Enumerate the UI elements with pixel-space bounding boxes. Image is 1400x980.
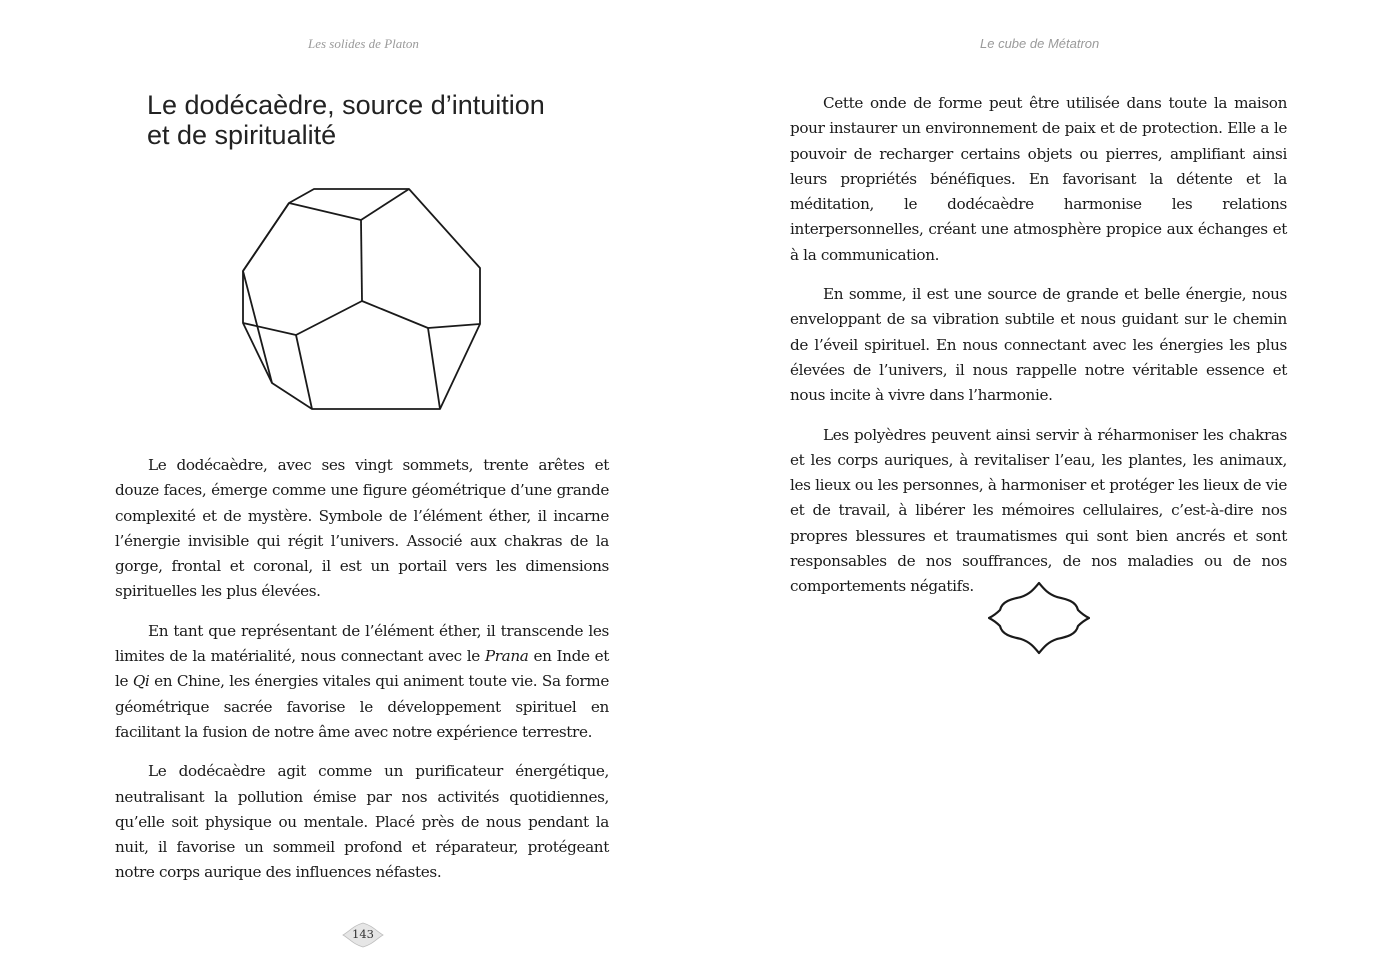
paragraph-2-part-1: En tant que représentant de l’élément éther, il transcende les limites de la matérialité, nous connectant avec le xyxy=(115,621,609,666)
paragraph-3: Le dodécaèdre agit comme un purificateur énergétique, neutralisant la pollution émise par nos activités quotidiennes, qu’elle soit physique ou mentale. Placé près de nous pendant la nuit, il favorise un sommeil profond et réparateur, protégeant notre corps aurique des influences néfastes. xyxy=(115,762,609,882)
qi-term: Qi xyxy=(132,672,150,691)
paragraph-2-part-2: en Inde et le xyxy=(115,647,610,691)
chapter-title-line-2: et de spiritualité xyxy=(147,120,337,150)
paragraph-4: Cette onde de forme peut être utilisée dans toute la maison pour instaurer un environnement de paix et de protection. Elle a le pouvoir de recharger certains objets ou pierres, amplifiant ainsi leurs propriétés bénéfiques. En favorisant la détente et la méditation, le dodécaèdre harmonise les relations interpersonnelles, créant une atmosphère propice aux échanges et à la communication. xyxy=(790,94,1287,264)
running-head-left: Les solides de Platon xyxy=(308,36,419,51)
chapter-title-line-1: Le dodécaèdre, source d’intuition xyxy=(147,90,545,120)
paragraph-1: Le dodécaèdre, avec ses vingt sommets, trente arêtes et douze faces, émerge comme une figure géométrique d’une grande complexité et de mystère. Symbole de l’élément éther, il incarne l’énergie invisible qui régit l’univers. Associé aux chakras de la gorge, frontal et coronal, il est un portail vers les dimensions spirituelles les plus élevées. xyxy=(115,456,609,601)
dodecahedron-icon xyxy=(230,180,494,420)
paragraph-2 xyxy=(115,619,609,745)
right-body-text xyxy=(790,91,1287,600)
paragraph-5: En somme, il est une source de grande et belle énergie, nous enveloppant de sa vibration subtile et nous guidant sur le chemin de l’éveil spirituel. En nous connectant avec les énergies les plus élevées de l’univers, il nous rappelle notre véritable essence et nous incite à vivre dans l’harmonie. xyxy=(790,285,1287,405)
paragraph-2-part-3: en Chine, les énergies vitales qui animent toute vie. Sa forme géométrique sacrée favorise le développement spirituel en facilitant la fusion de notre âme avec notre expérience terrestre. xyxy=(115,672,609,741)
page-number-badge xyxy=(341,920,385,950)
paragraph-6: Les polyèdres peuvent ainsi servir à réharmoniser les chakras et les corps auriques, à revitaliser l’eau, les plantes, les animaux, les lieux ou les personnes, à harmoniser et protéger les lieux de vie et de travail, à libérer les mémoires cellulaires, c’est-à-dire nos propres blessures et traumatismes qui sont bien ancrés et sont responsables de nos souffrances, de nos maladies ou de nos comportements négatifs. xyxy=(790,425,1287,596)
chapter-title xyxy=(147,90,627,150)
lotus-ornament-icon xyxy=(988,580,1090,656)
page-number: 143 xyxy=(352,927,374,941)
running-head-right: Le cube de Métatron xyxy=(980,36,1100,51)
prana-term: Prana xyxy=(484,647,529,666)
left-body-text xyxy=(115,453,609,886)
right-page xyxy=(700,0,1400,980)
